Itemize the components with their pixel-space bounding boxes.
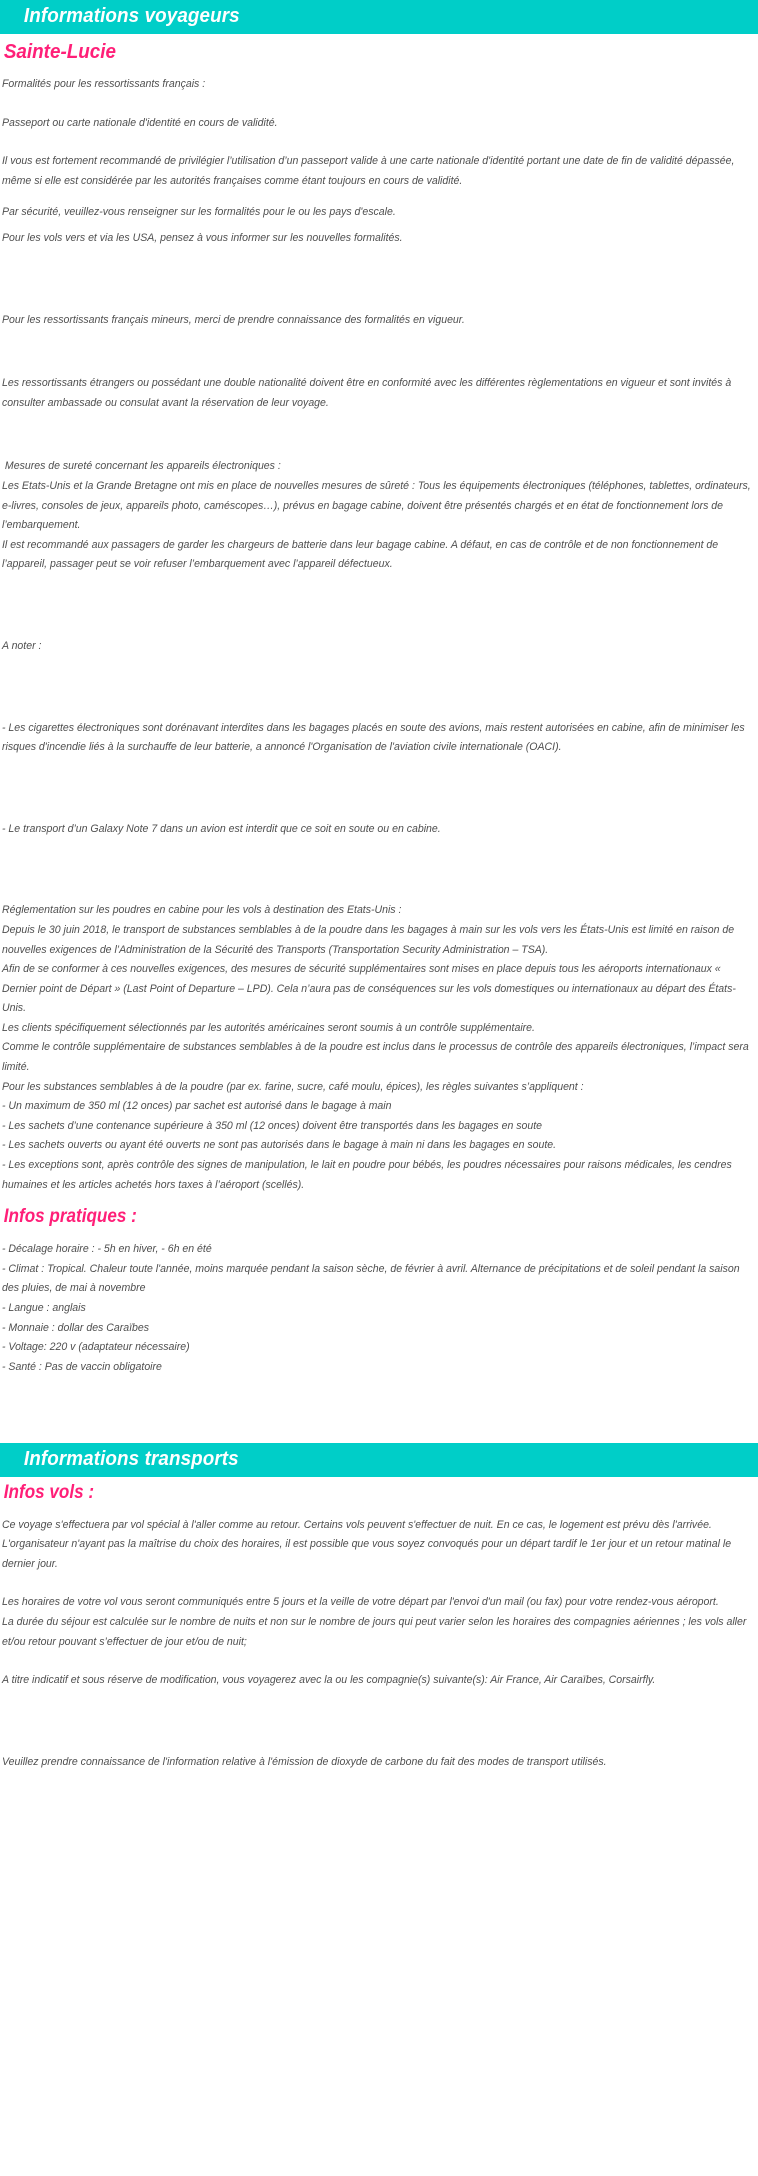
powder-rule-4: - Les exceptions sont, après contrôle des signes de manipulation, le lait en poudre pour bébés, les poudres nécessaires pour raisons médicales, les cendres humaines et les articles achetés hors taxes à l’aéroport (scellés).: [2, 1159, 735, 1191]
traveler-info-body: [0, 41, 758, 1378]
note-galaxy-note-7: - Le transport d’un Galaxy Note 7 dans un avion est interdit que ce soit en soute ou en cabine.: [2, 822, 441, 835]
powder-paragraph-4: Comme le contrôle supplémentaire de substances semblables à de la poudre est inclus dans le processus de contrôle des appareils électroniques, l’impact sera limité.: [2, 1041, 752, 1074]
formalities-intro: Formalités pour les ressortissants français :: [2, 78, 206, 91]
airlines-notice: A titre indicatif et sous réserve de modification, vous voyagerez avec la ou les compagnie(s) suivante(s): Air France, Air Caraïbes, Corsairfly.: [2, 1674, 656, 1687]
practical-item-language: - Langue : anglais: [2, 1301, 86, 1314]
transport-info-banner: [0, 1443, 758, 1477]
electronics-heading: Mesures de sureté concernant les appareils électroniques :: [2, 460, 281, 473]
transport-info-banner-label: Informations transports: [0, 1443, 758, 1477]
powder-paragraph-2: Afin de se conformer à ces nouvelles exigences, des mesures de sécurité supplémentaires sont mises en place depuis tous les aéroports internationaux « Dernier point de Départ » (Last Point of Departure – LPD). Cela n’aura pas de conséquences sur les vols domestiques ou internationaux au départ des États-Unis.: [2, 963, 736, 1015]
passport-recommendation: Il vous est fortement recommandé de privilégier l’utilisation d’un passeport valide à une carte nationale d'identité portant une date de fin de validité dépassée, même si elle est considérée par les autorités françaises comme étant toujours en cours de validité.: [2, 155, 738, 187]
practical-item-currency: - Monnaie : dollar des Caraïbes: [2, 1321, 150, 1334]
passport-requirement: Passeport ou carte nationale d'identité en cours de validité.: [2, 116, 278, 129]
foreign-nationals-notice: Les ressortissants étrangers ou possédant une double nationalité doivent être en conformité avec les différentes règlementations en vigueur et sont invités à consulter ambassade ou consulat avant la réservation de leur voyage.: [2, 377, 735, 409]
powder-paragraph-3: Les clients spécifiquement sélectionnés par les autorités américaines seront soumis à un contrôle supplémentaire.: [2, 1021, 535, 1034]
practical-item-health: - Santé : Pas de vaccin obligatoire: [2, 1360, 162, 1373]
practical-item-time-zone: - Décalage horaire : - 5h en hiver, - 6h en été: [2, 1243, 212, 1256]
powder-paragraph-5: Pour les substances semblables à de la poudre (par ex. farine, sucre, café moulu, épices), les règles suivantes s’appliquent :: [2, 1080, 584, 1093]
note-ecigarettes: - Les cigarettes électroniques sont dorénavant interdites dans les bagages placés en soute des avions, mais restent autorisées en cabine, afin de minimiser les risques d'incendie liés à la surchauffe de leur batterie, a annoncé l'Organisation de l'aviation civile internationale (OACI).: [2, 721, 748, 754]
usa-flights-notice: Pour les vols vers et via les USA, pensez à vous informer sur les nouvelles formalités.: [2, 232, 403, 245]
flight-info-heading: Infos vols :: [3, 1481, 95, 1503]
stay-duration-notice: La durée du séjour est calculée sur le nombre de nuits et non sur le nombre de jours qui peut varier selon les horaires des compagnies aériennes ; les vols aller et/ou retour pouvant s’effectuer de jour et/ou de nuit;: [2, 1616, 750, 1648]
transport-info-body: [0, 1477, 758, 1773]
electronics-paragraph-1: Les Etats-Unis et la Grande Bretagne ont mis en place de nouvelles mesures de sûreté : Tous les équipements électroniques (téléphones, tablettes, ordinateurs, e-livres, consoles de jeux, appareils photo, caméscopes…), prévus en bagage cabine, doivent être présentés chargés et en état de fonctionnement lors de l’embarquement.: [2, 479, 754, 532]
powder-paragraph-1: Depuis le 30 juin 2018, le transport de substances semblables à de la poudre dans les bagages à main sur les vols vers les États-Unis est limité en raison de nouvelles exigences de l’Administration de la Sécurité des Transports (Transportation Security Administration – TSA).: [2, 923, 738, 956]
powder-heading: Réglementation sur les poudres en cabine pour les vols à destination des Etats-Unis :: [2, 904, 402, 917]
flight-schedule-notice: Les horaires de votre vol vous seront communiqués entre 5 jours et la veille de votre départ par l'envoi d'un mail (ou fax) pour votre rendez-vous aéroport.: [2, 1596, 719, 1609]
destination-title: Sainte-Lucie: [3, 39, 116, 63]
practical-item-climate: - Climat : Tropical. Chaleur toute l'année, moins marquée pendant la saison sèche, de février à avril. Alternance de précipitations et de soleil pendant la saison des pluies, de mai à novembre: [2, 1262, 743, 1295]
powder-rule-1: - Un maximum de 350 ml (12 onces) par sachet est autorisé dans le bagage à main: [2, 1100, 392, 1113]
note-heading: A noter :: [2, 639, 42, 652]
powder-rule-3: - Les sachets ouverts ou ayant été ouverts ne sont pas autorisés dans le bagage à main ni dans les bagages en soute.: [2, 1139, 557, 1152]
traveler-info-banner-label: Informations voyageurs: [0, 0, 758, 34]
practical-info-heading: Infos pratiques :: [3, 1206, 137, 1228]
carbon-emission-notice: Veuillez prendre connaissance de l'information relative à l'émission de dioxyde de carbone du fait des modes de transport utilisés.: [2, 1755, 607, 1768]
powder-rule-2: - Les sachets d’une contenance supérieure à 350 ml (12 onces) doivent être transportés dans les bagages en soute: [2, 1119, 543, 1132]
flight-special-notice: Ce voyage s'effectuera par vol spécial à l'aller comme au retour. Certains vols peuvent s'effectuer de nuit. En ce cas, le logement est prévu dès l'arrivée. L'organisateur n'ayant pas la maîtrise du choix des horaires, il est possible que vous soyez convoqués pour un départ tardif le 1er jour et un retour matinal le dernier jour.: [2, 1518, 735, 1570]
stopover-notice: Par sécurité, veuillez-vous renseigner sur les formalités pour le ou les pays d'escale.: [2, 206, 396, 219]
traveler-info-banner: [0, 0, 758, 34]
minors-notice: Pour les ressortissants français mineurs, merci de prendre connaissance des formalités en vigueur.: [2, 313, 465, 326]
electronics-paragraph-2: Il est recommandé aux passagers de garder les chargeurs de batterie dans leur bagage cabine. A défaut, en cas de contrôle et de non fonctionnement de l’appareil, passager peut se voir refuser l’embarquement avec l’appareil défectueux.: [2, 538, 722, 571]
section-spacer: [0, 1377, 758, 1443]
practical-item-voltage: - Voltage: 220 v (adaptateur nécessaire): [2, 1341, 190, 1354]
